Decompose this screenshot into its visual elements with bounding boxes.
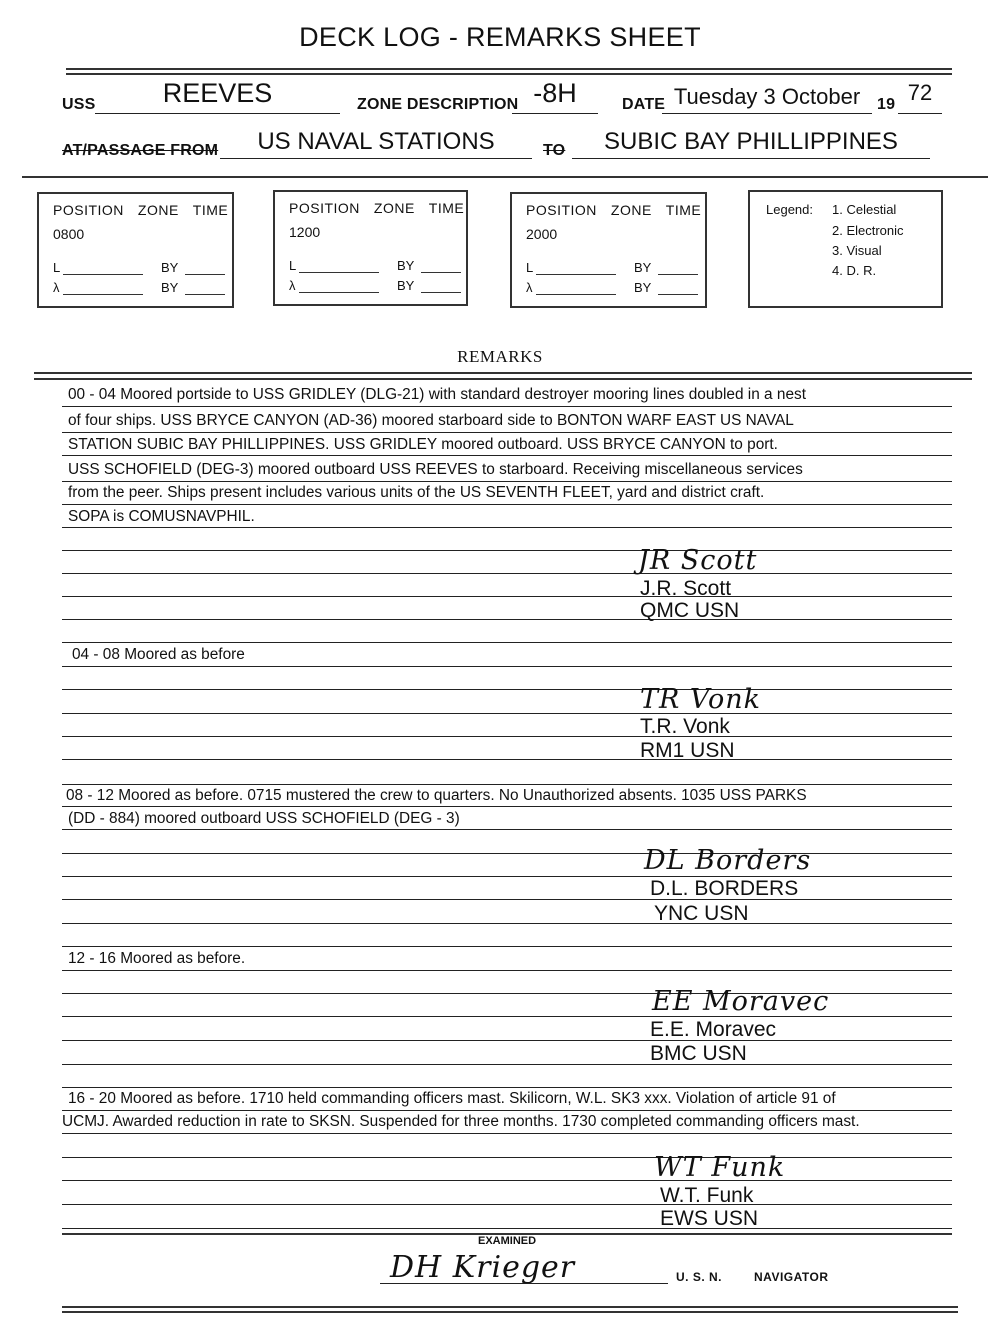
signer-rank: EWS USN — [660, 1207, 759, 1230]
remarks-rule-1 — [34, 372, 972, 374]
position-box-time: 1200 — [289, 224, 321, 240]
usn-label: U. S. N. — [676, 1270, 723, 1284]
remark-line: (DD - 884) moored outboard USS SCHOFIELD (DEG - 3) — [68, 810, 460, 827]
examined-label: EXAMINED — [478, 1235, 537, 1247]
signature-borders: DL Borders — [644, 845, 812, 876]
uss-label: USS — [62, 96, 96, 113]
bottom-rule-2 — [62, 1311, 958, 1313]
legend-box — [748, 190, 943, 308]
header-rule-top-2 — [66, 73, 952, 75]
signature-vonk: TR Vonk — [640, 684, 761, 715]
year-underline — [898, 113, 942, 114]
remarks-rule-2 — [34, 378, 972, 380]
remark-line: 00 - 04 Moored portside to USS GRIDLEY (DLG-21) with standard destroyer mooring lines doubled in a nest — [68, 386, 806, 403]
signature-moravec: EE Moravec — [652, 986, 830, 1017]
navigator-label: NAVIGATOR — [754, 1270, 829, 1284]
header-rule-top — [66, 68, 952, 70]
remark-line: 04 - 08 Moored as before — [72, 646, 245, 663]
year-value: 72 — [907, 80, 933, 105]
signer-rank: QMC USN — [640, 599, 740, 622]
bottom-rule-1 — [62, 1306, 958, 1308]
uss-value: REEVES — [162, 78, 273, 108]
remark-line: STATION SUBIC BAY PHILLIPPINES. USS GRIDLEY moored outboard. USS BRYCE CANYON to port. — [68, 436, 778, 453]
position-box-1200: POSITION ZONE TIME 1200 L BY λ BY — [273, 190, 468, 306]
position-box-time: 2000 — [526, 226, 558, 242]
remark-line: SOPA is COMUSNAVPHIL. — [68, 508, 255, 525]
legend-item: 1. Celestial — [832, 202, 897, 217]
signer-name: W.T. Funk — [660, 1184, 754, 1207]
position-box-2000: POSITION ZONE TIME 2000 L BY λ BY — [510, 192, 707, 308]
zone-description-label: ZONE DESCRIPTION — [357, 96, 519, 113]
signature-scott: JR Scott — [638, 545, 758, 576]
to-value: SUBIC BAY PHILLIPPINES — [604, 128, 898, 155]
position-box-header: POSITION ZONE TIME — [289, 200, 465, 216]
remarks-title: REMARKS — [457, 347, 543, 366]
examiner-underline — [380, 1283, 668, 1284]
signer-rank: YNC USN — [654, 902, 749, 925]
from-label: AT/PASSAGE FROM — [62, 142, 219, 159]
legend-item: 3. Visual — [832, 243, 882, 258]
position-box-header: POSITION ZONE TIME — [53, 202, 229, 218]
remark-line: from the peer. Ships present includes various units of the US SEVENTH FLEET, yard and district craft. — [68, 484, 765, 501]
from-underline — [220, 158, 532, 159]
date-value: Tuesday 3 October — [673, 84, 861, 109]
from-value: US NAVAL STATIONS — [257, 128, 495, 155]
signer-rank: RM1 USN — [640, 739, 735, 762]
to-underline — [572, 158, 930, 159]
zone-underline — [512, 113, 598, 114]
remark-line: USS SCHOFIELD (DEG-3) moored outboard USS REEVES to starboard. Receiving miscellaneous services — [68, 461, 803, 478]
signature-funk: WT Funk — [654, 1152, 786, 1183]
remark-line: of four ships. USS BRYCE CANYON (AD-36) moored starboard side to BONTON WARF EAST US NAVAL — [68, 412, 794, 429]
date-underline — [662, 113, 872, 114]
examiner-signature: DH Krieger — [390, 1250, 576, 1285]
uss-underline — [95, 113, 340, 114]
legend-item: 4. D. R. — [832, 263, 877, 278]
remark-line: 16 - 20 Moored as before. 1710 held commanding officers mast. Skilicorn, W.L. SK3 xxx. Violation of article 91 of — [68, 1090, 836, 1107]
remark-line: 08 - 12 Moored as before. 0715 mustered the crew to quarters. No Unauthorized absents. 1035 USS PARKS — [66, 787, 807, 804]
year-prefix: 19 — [877, 96, 896, 113]
header-rule-bottom — [22, 176, 988, 178]
to-label: TO — [543, 142, 566, 159]
position-box-header: POSITION ZONE TIME — [526, 202, 702, 218]
signer-name: J.R. Scott — [640, 577, 732, 600]
signer-name: E.E. Moravec — [650, 1018, 777, 1041]
signer-name: T.R. Vonk — [640, 715, 730, 738]
page-title: DECK LOG - REMARKS SHEET — [299, 22, 701, 52]
signer-rank: BMC USN — [650, 1042, 747, 1065]
legend-title: Legend: — [766, 202, 813, 217]
remark-line: UCMJ. Awarded reduction in rate to SKSN. Suspended for three months. 1730 completed commanding officers mast. — [62, 1113, 860, 1130]
position-box-time: 0800 — [53, 226, 85, 242]
signer-name: D.L. BORDERS — [650, 877, 799, 900]
remark-line: 12 - 16 Moored as before. — [68, 950, 246, 967]
position-box-0800: POSITION ZONE TIME 0800 L BY λ BY — [37, 192, 234, 308]
date-label: DATE — [622, 96, 666, 113]
zone-description-value: -8H — [533, 78, 577, 108]
legend-item: 2. Electronic — [832, 223, 904, 238]
